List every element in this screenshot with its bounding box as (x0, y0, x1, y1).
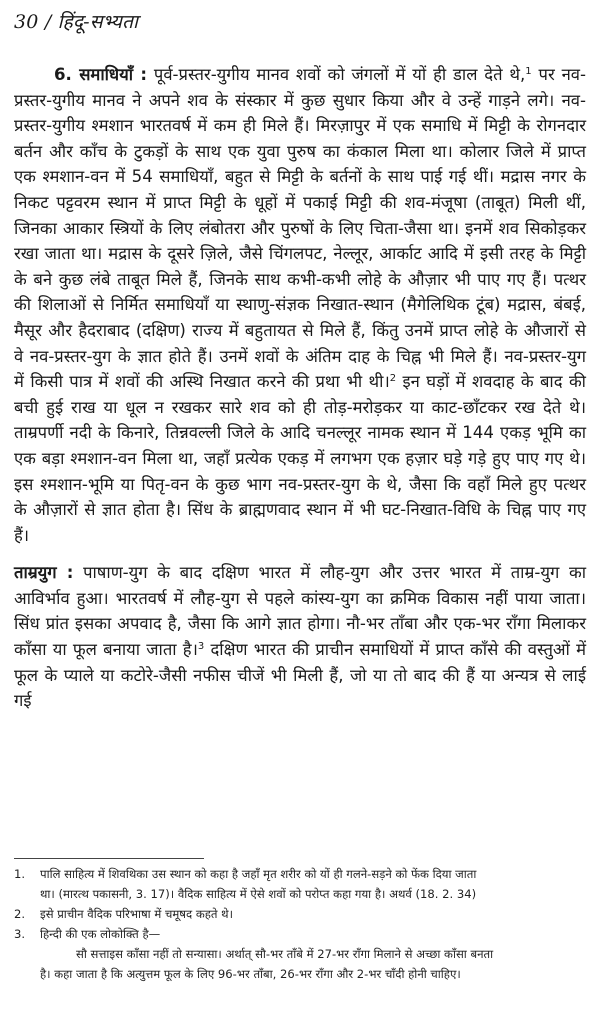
paragraph-samadhiyan (14, 62, 586, 548)
paragraph-text: पाषाण-युग के बाद दक्षिण भारत में लौह-युग और उत्तर भारत में ताम्र-युग का आविर्भाव हुआ। भारतवर्ष में लौह-युग से पहले कांस्य-युग का क्रमिक विकास नहीं पाया जाता। सिंध प्रांत इसका अपवाद है, जैसा कि आगे ज्ञात होगा। नौ-भर ताँबा और एक-भर राँगा मिलाकर काँसा या फूल बनाया जाता है। (14, 563, 587, 660)
footnote-quote: सौ सत्ताइस काँसा नहीं तो सन्यासा। अर्थात् सौ-भर ताँबे में 27-भर राँगा मिलाने से अच्छा काँसा बनता (76, 947, 494, 961)
footnote-text: था। (मारत्थ पकासनी, 3. 17)। वैदिक साहित्य में ऐसे शवों को परोप्त कहा गया है। अथर्व (18. 2. 34) (40, 887, 477, 901)
footnote-marker: 3 (197, 641, 205, 653)
footnote-number: 3. (14, 927, 26, 941)
footnote-divider (14, 858, 204, 859)
footnote-text: पालि साहित्य में शिवथिका उस स्थान को कहा है जहाँ मृत शरीर को यों ही गलने-सड़ने को फेंक दिया जाता (40, 867, 477, 881)
footnote-marker: 2 (389, 373, 397, 385)
body-text (14, 62, 586, 714)
footnote-quote: है। कहा जाता है कि अत्युत्तम फूल के लिए 96-भर ताँबा, 26-भर राँगा और 2-भर चाँदी होनी चाहिए। (40, 967, 461, 981)
footnote-2 (14, 904, 586, 924)
paragraph-text: दक्षिण भारत की प्राचीन समाधियों में प्राप्त काँसे की वस्तुओं में फूल के प्याले या कटोरे-जैसी नफीस चीजें भी मिली हैं, जो या तो बाद की हैं या अन्यत्र से लाई गई (14, 640, 586, 711)
paragraph-text: पूर्व-प्रस्तर-युगीय मानव शवों को जंगलों में यों ही डाल देते थे, (147, 65, 526, 84)
footnote-text: इसे प्राचीन वैदिक परिभाषा में चमूषद कहते थे। (40, 907, 233, 921)
running-head: 30 / हिंदू-सभ्यता (14, 11, 139, 33)
section-heading: ताम्रयुग : (14, 563, 74, 583)
footnote-number: 2. (14, 907, 26, 921)
paragraph-text: पर नव-प्रस्तर-युगीय मानव ने अपने शव के संस्कार में कुछ सुधार किया और वे उन्हें गाड़ने लगे। नव-प्रस्तर-युगीय श्मशान भारतवर्ष में कम ही मिले हैं। मिरज़ापुर में एक समाधि में मिट्टी के रोगनदार बर्तन और काँच के टुकड़ों के साथ एक युवा पुरुष का कंकाल मिला था। कोलार जिले में प्राप्त एक श्मशान-वन में 54 समाधियाँ, बहुत से मिट्टी के बर्तनों के साथ पाई गई थीं। मद्रास नगर के निकट पट्टवरम स्थान में प्राप्त मिट्टी के धूहों में पकाई मिट्टी की शव-मंजूषा (ताबूत) मिली थीं, जिनका आकार स्त्रियों के लिए लंबोतरा और पुरुषों के लिए चिता-जैसा था। इनमें शव सिकोड़कर रखा जाता था। मद्रास के दूसरे ज़िले, जैसे चिंगलपट, नेल्लूर, आर्काट आदि में इसी तरह के मिट्टी के बने कुछ लंबे ताबूत मिले हैं, जिनके साथ कभी-कभी लोहे के औज़ार भी पाए गए हैं। पत्थर की शिलाओं से निर्मित समाधियाँ या स्थाणु-संज्ञक निखात-स्थान (मैगेलिथिक टूंब) मद्रास, बंबई, मैसूर और हैदराबाद (दक्षिण) राज्य में बहुतायत से मिले हैं, किंतु उनमें प्राप्त लोहे के औजारों से वे नव-प्रस्तर-युग के ज्ञात होते हैं। उनमें शवों के अंतिम दाह के चिह्न भी मिले हैं। नव-प्रस्तर-युग में किसी पात्र में शवों की अस्थि निखात करने की प्रथा भी थी। (14, 65, 587, 392)
footnote-marker: 1 (525, 66, 532, 77)
paragraph-text: इन घड़ों में शवदाह के बाद की बची हुई राख या धूल न रखकर सारे शव को ही तोड़-मरोड़कर या काट-छाँटकर रख देते थे। ताम्रपर्णी नदी के किनारे, तिन्नवल्ली जिले के आदि चनल्लूर नामक स्थान में 144 एकड़ भूमि का एक बड़ा श्मशान-वन मिला था, जहाँ प्रत्येक एकड़ में लगभग एक हज़ार घड़े गड़े हुए पाए गए थे। इस श्मशान-भूमि या पितृ-वन के कुछ भाग नव-प्रस्तर-युग के थे, जैसा कि वहाँ मिले हुए पत्थर के औज़ारों से ज्ञात होता है। सिंध के ब्राह्मणवाद स्थान में भी घट-निखात-विधि के चिह्न पाए गए हैं। (14, 372, 586, 545)
section-heading: 6. समाधियाँ : (54, 65, 148, 84)
footnote-3 (14, 924, 586, 944)
footnote-text: हिन्दी की एक लोकोक्ति है— (40, 927, 161, 941)
paragraph-tamrayug (14, 560, 586, 714)
footnote-1 (14, 864, 586, 884)
footnote-number: 1. (14, 867, 26, 881)
footnotes (14, 864, 586, 984)
